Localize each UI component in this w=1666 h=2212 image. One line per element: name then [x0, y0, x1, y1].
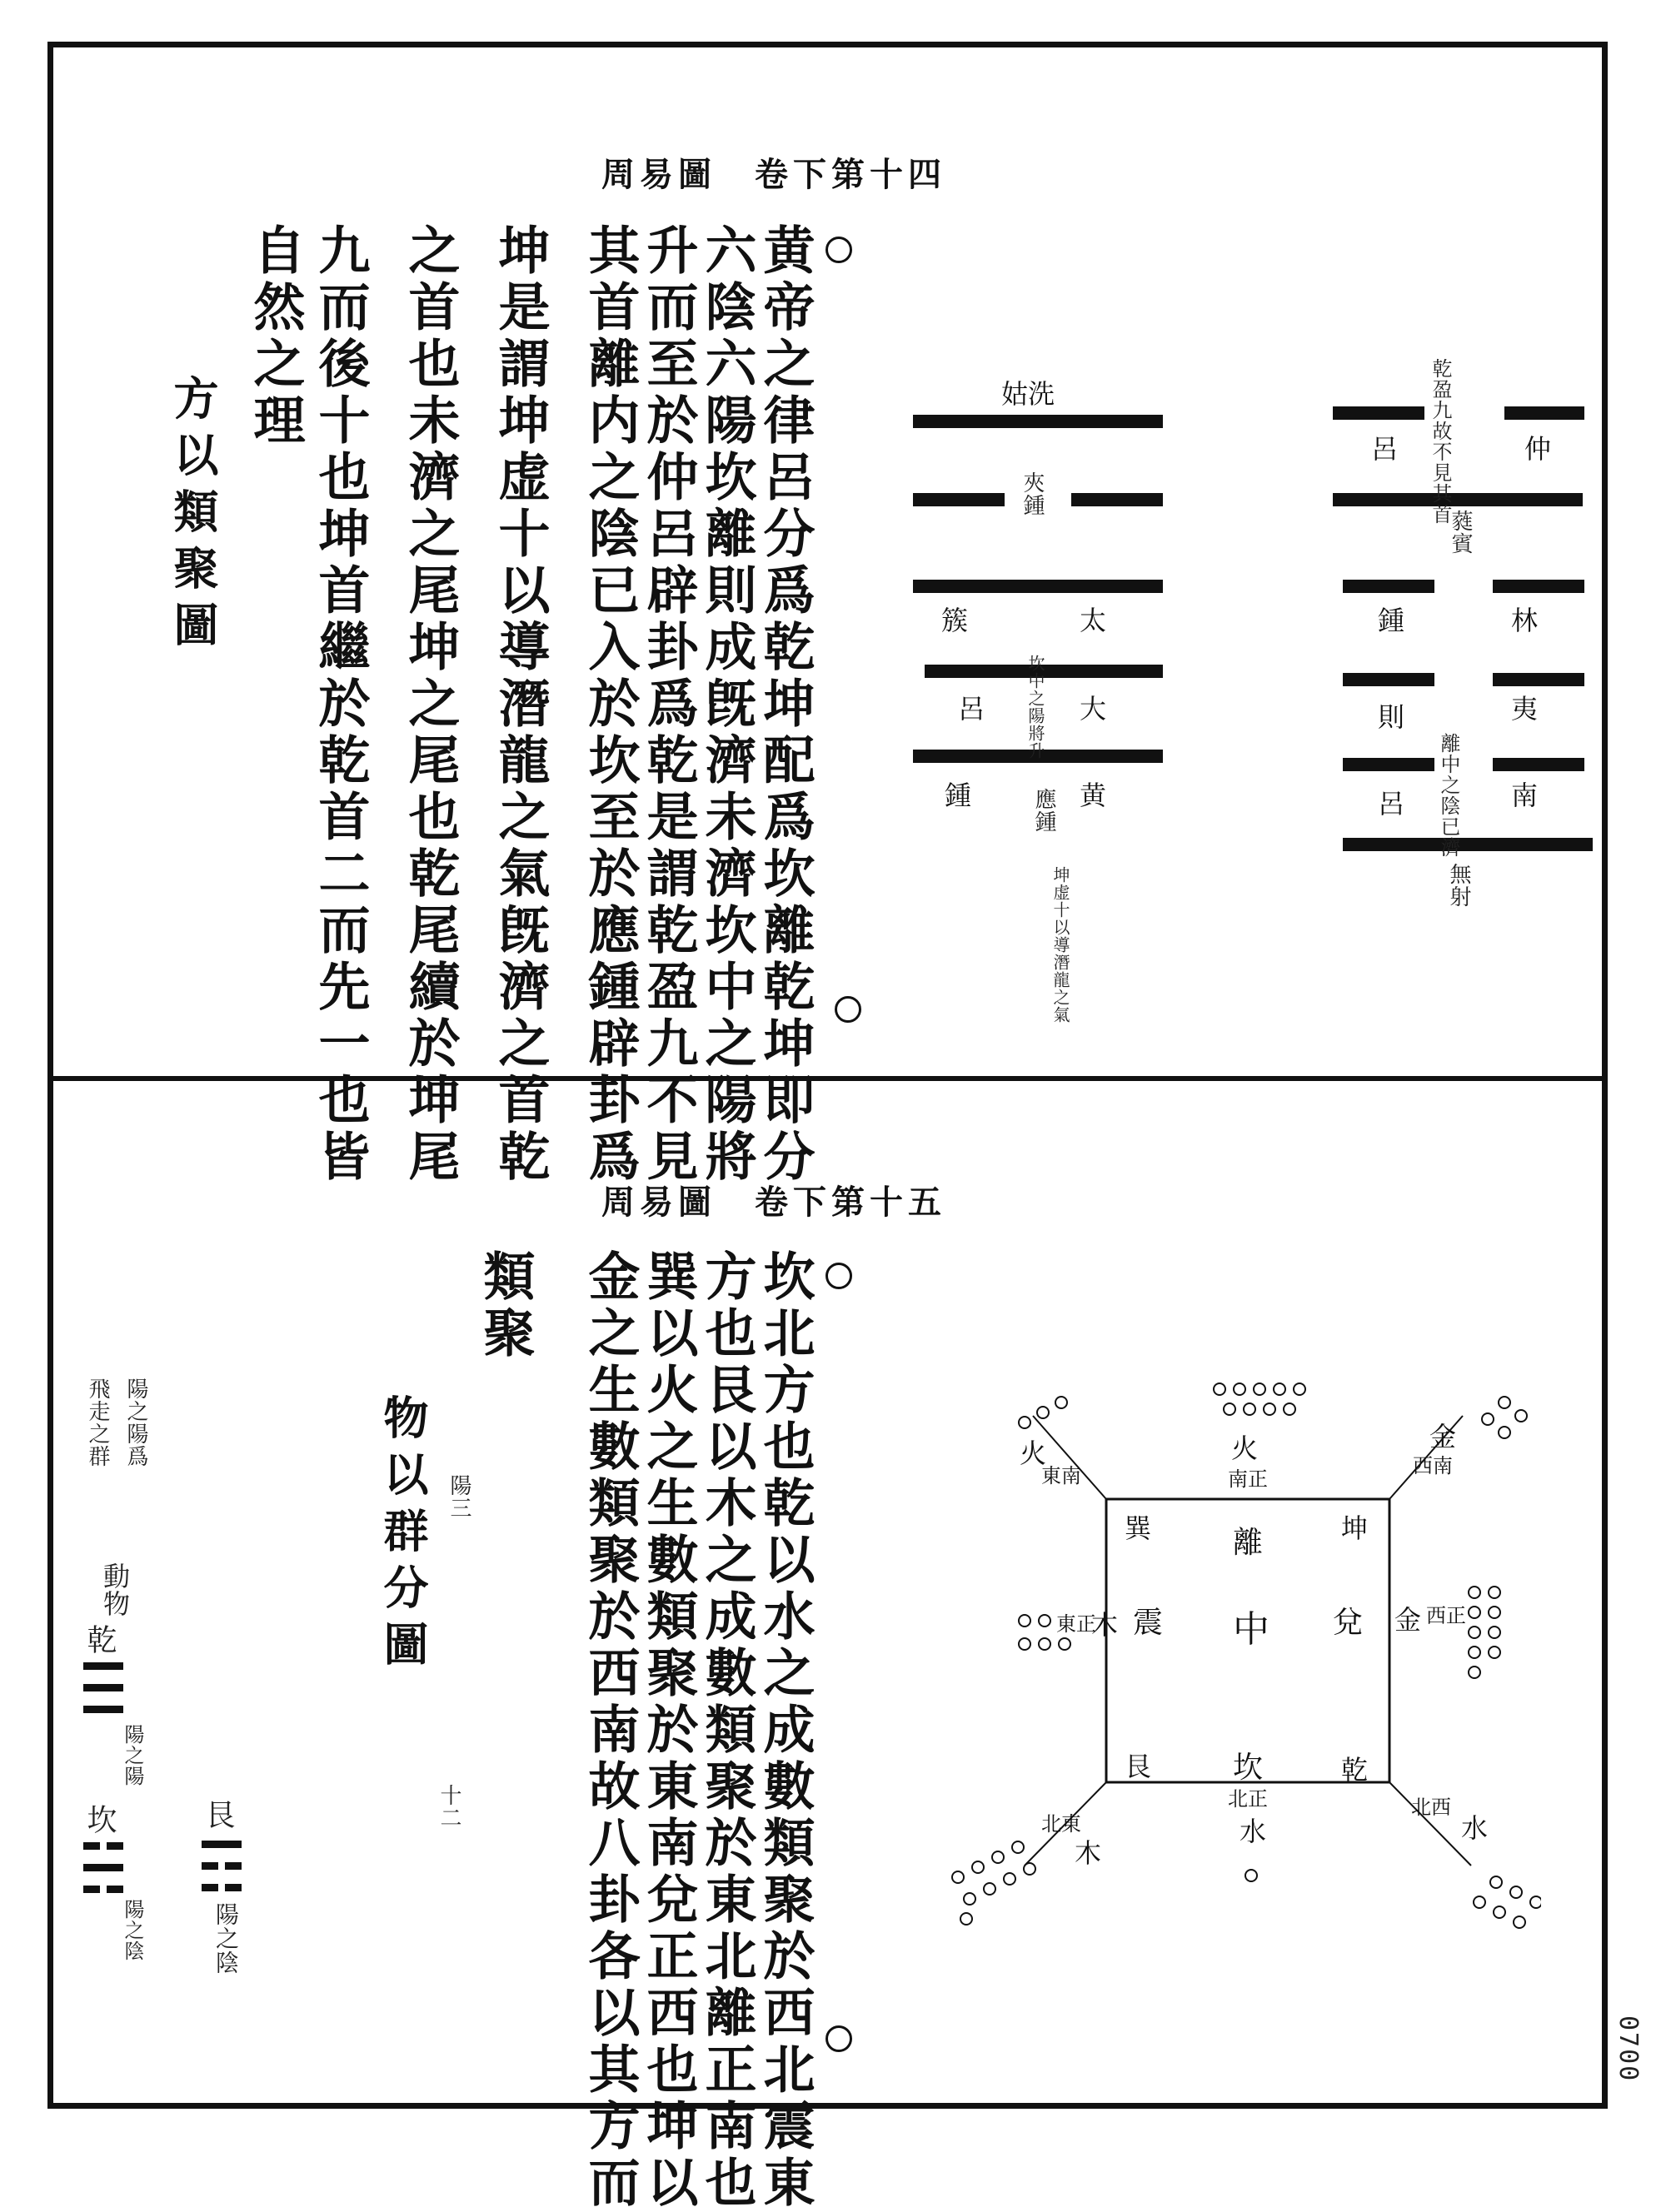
square-top-left-label: 巽 [1125, 1512, 1152, 1544]
trigram-line [202, 1884, 218, 1891]
bottom-figure-title: 物以群分圖 [377, 1394, 430, 1677]
trigram-line [83, 1684, 123, 1691]
trigram-line [83, 1662, 123, 1670]
top-figure-title: 方以類聚圖 [167, 375, 220, 658]
bottom-body-line-1: 坎北方也乾以水之成數類聚於西北震東 [755, 1249, 816, 2212]
yang-three-label: 陽三 [446, 1474, 471, 1519]
yin-line [1493, 580, 1584, 593]
northeast-dots [1482, 1397, 1527, 1438]
east-label: 東正 [1056, 1612, 1096, 1636]
trigram-line [83, 1864, 123, 1871]
square-right-label: 兌 [1333, 1606, 1364, 1640]
yang-line-segment [1504, 406, 1584, 420]
zhong-label-r2: 鍾 [1378, 605, 1405, 636]
trigram-line [83, 1886, 100, 1893]
northwest-element: 水 [1461, 1812, 1489, 1844]
circle-mark [826, 237, 852, 263]
top-body-line-7: 九而後十也坤首繼於乾首二而先一也皆 [310, 223, 371, 1186]
bottom-body-line-2: 方也艮以木之成數類聚於東北離正南也 [696, 1249, 757, 2212]
yang-line [1333, 493, 1583, 506]
north-element: 水 [1240, 1816, 1267, 1847]
trigram-line [83, 1842, 100, 1850]
lu-label-r: 呂 [1371, 433, 1399, 465]
top-body-line-2: 六陰六陽坎離則成旣濟未濟坎中之陽將 [696, 223, 757, 1186]
square-left-label: 震 [1133, 1606, 1164, 1640]
circle-mark [826, 1263, 852, 1289]
gu-xi-label: 姑洗 [1001, 378, 1055, 410]
left-note-2: 坤虚十以導潛龍之氣 [1050, 866, 1070, 1024]
trigram-line [225, 1862, 242, 1870]
top-page-header: 周易圖 卷下第十四 [601, 155, 946, 194]
zhong-label-r: 仲 [1524, 433, 1552, 465]
side-note-left-2: 飛走之群 [85, 1378, 110, 1467]
southeast-element: 火 [1020, 1437, 1047, 1469]
yang-line [913, 415, 1163, 428]
left-note-1: 坎中之陽將升 [1025, 655, 1045, 760]
yin-line [913, 493, 1005, 506]
ze-label: 則 [1378, 701, 1405, 733]
page-divider [47, 1076, 1608, 1081]
lu-label: 呂 [958, 693, 985, 725]
top-body-line-4: 其首離内之陰已入於坎至於應鍾辟卦爲 [580, 223, 641, 1186]
top-body-line-3: 升而至於仲呂辟卦爲乾是謂乾盈九不見 [638, 223, 699, 1186]
south-dots [1214, 1383, 1305, 1415]
square-bottom-right-label: 乾 [1341, 1754, 1369, 1786]
qian-trigram [80, 1657, 130, 1724]
northeast-element: 木 [1075, 1837, 1102, 1869]
trigram-line [225, 1884, 242, 1891]
da-label: 大 [1080, 693, 1107, 725]
yin-line [1493, 758, 1584, 771]
yang-line [913, 580, 1163, 593]
east-element: 木 [1091, 1609, 1119, 1641]
right-top-note: 乾盈九故不見其首 [1429, 358, 1452, 525]
ying-zhong-label: 應鍾 [1031, 788, 1056, 833]
top-body-line-8: 自然之理 [245, 223, 306, 450]
nan-label: 南 [1511, 780, 1539, 811]
trigram-line [83, 1706, 123, 1713]
yin-line [1343, 758, 1434, 771]
gen-label: 艮 [201, 1799, 235, 1830]
southwest-element: 金 [1429, 1421, 1457, 1452]
huang-label: 黄 [1080, 780, 1107, 811]
bottom-page-header: 周易圖 卷下第十五 [601, 1183, 946, 1222]
trigram-line [107, 1886, 123, 1893]
circle-mark [826, 2025, 852, 2052]
lu-label-r2: 呂 [1378, 788, 1405, 820]
bottom-body-line-5: 類聚 [475, 1249, 536, 1363]
trigram-line [202, 1841, 242, 1848]
page-number: 0700 [1614, 2015, 1643, 2083]
yin-line [1493, 673, 1584, 686]
southeast-dots [1474, 1876, 1541, 1928]
square-bottom-label: 坎 [1233, 1751, 1264, 1785]
trigram-line [107, 1842, 123, 1850]
bottom-body-line-3: 巽以火之生數類聚於東南兌正西也坤以 [638, 1249, 699, 2212]
yin-line [1343, 580, 1434, 593]
qian-label: 乾 [82, 1624, 117, 1655]
trigram-line [202, 1862, 218, 1870]
northeast-label: 北東 [1041, 1812, 1081, 1836]
north-dots [1245, 1870, 1257, 1881]
yang-line-segment [1333, 406, 1424, 420]
southeast-label: 東南 [1041, 1464, 1081, 1487]
top-body-line-1: 黄帝之律呂分爲乾坤配爲坎離乾坤即分 [755, 223, 816, 1186]
top-body-line-5: 坤是謂坤虚十以導潛龍之氣旣濟之首乾 [490, 223, 551, 1186]
yin-line [1071, 493, 1163, 506]
top-body-line-6: 之首也未濟之尾坤之尾也乾尾續於坤尾 [400, 223, 461, 1186]
square-top-label: 離 [1233, 1526, 1264, 1560]
side-note-dong-wu: 動物 [99, 1562, 131, 1617]
southwest-dots [952, 1841, 1035, 1925]
wu-yi-label: 無射 [1446, 863, 1471, 908]
circle-mark [835, 996, 861, 1023]
west-dots [1469, 1587, 1500, 1678]
cu-label: 簇 [941, 605, 969, 636]
square-bottom-left-label: 艮 [1125, 1751, 1152, 1782]
lin-label: 林 [1511, 605, 1539, 636]
kan-note: 陽之陰 [121, 1899, 144, 1961]
square-top-right-label: 坤 [1341, 1512, 1369, 1544]
jia-zhong-label: 夾鍾 [1020, 471, 1045, 516]
yang-line [1343, 838, 1593, 851]
gen-trigram [198, 1836, 248, 1902]
tai-label: 太 [1080, 605, 1107, 636]
yi-label: 夷 [1511, 693, 1539, 725]
west-element: 金 [1394, 1604, 1422, 1636]
south-label: 南正 [1228, 1467, 1268, 1491]
south-element: 火 [1231, 1432, 1259, 1464]
rui-bin-label: 蕤賓 [1448, 510, 1473, 555]
qian-note: 陽之陽 [121, 1724, 144, 1786]
west-label: 西正 [1426, 1604, 1466, 1627]
northwest-label: 北西 [1411, 1796, 1451, 1819]
yin-line [1343, 673, 1434, 686]
zhong-label: 鍾 [945, 780, 972, 811]
bottom-body-line-4: 金之生數類聚於西南故八卦各以其方而 [580, 1249, 641, 2212]
center-label: 中 [1233, 1608, 1269, 1651]
north-label: 北正 [1228, 1787, 1268, 1811]
right-note: 離中之陰已濟 [1437, 733, 1460, 858]
southwest-label: 西南 [1413, 1454, 1453, 1477]
twelve-label: 十二 [436, 1784, 461, 1829]
side-note-left-1: 陽之陽爲 [123, 1378, 148, 1467]
kan-trigram [80, 1837, 130, 1904]
gen-note: 陽之陰 [212, 1902, 240, 1975]
kan-label: 坎 [82, 1804, 117, 1835]
northwest-dots [1019, 1397, 1067, 1428]
